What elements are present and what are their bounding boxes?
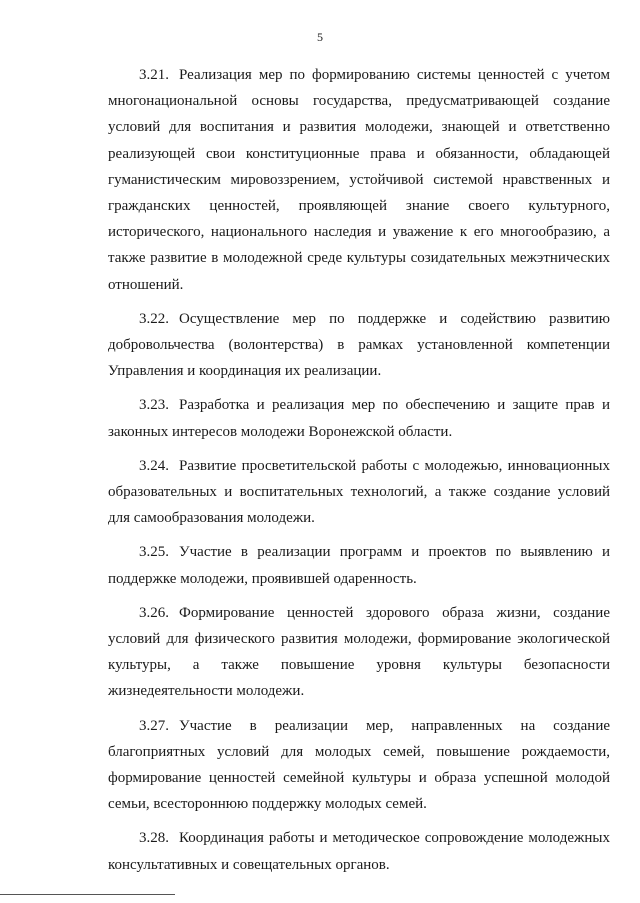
paragraph-number: 3.24. [139,457,169,474]
paragraph-3-26 [108,600,610,705]
footnote-divider [0,894,175,895]
document-body [108,62,610,886]
paragraph-number: 3.25. [139,544,169,561]
paragraph-number: 3.26. [139,604,169,621]
paragraph-text: Координация работы и методическое сопровождение молодежных консультативных и совещательных органов. [108,830,610,873]
paragraph-3-27 [108,713,610,818]
paragraph-3-21 [108,62,610,298]
paragraph-3-24 [108,453,610,532]
paragraph-text: Реализация мер по формированию системы ценностей с учетом многонациональной основы государства, предусматривающей создание условий для воспитания и развития молодежи, знающей и ответственно реализующей свои конституционные права и обязанности, обладающей гуманистическим мировоззрением, устойчивой системой нравственных и гражданских ценностей, проявляющей знание своего культурного, исторического, национального наследия и уважение к его многообразию, а также развитие в молодежной среде культуры созидательных межэтнических отношений. [108,67,610,293]
paragraph-number: 3.21. [139,67,169,83]
paragraph-number: 3.27. [139,717,169,734]
paragraph-text: Формирование ценностей здорового образа жизни, создание условий для физического развития молодежи, формирование экологической культуры, а также повышение уровня культуры безопасности жизнедеятельности молодежи. [108,604,610,700]
paragraph-3-28 [108,825,610,877]
paragraph-text: Участие в реализации программ и проектов по выявлению и поддержке молодежи, проявившей одаренность. [108,544,610,587]
paragraph-number: 3.28. [139,830,169,847]
paragraph-3-23 [108,392,610,444]
paragraph-number: 3.22. [139,310,169,327]
paragraph-3-22 [108,306,610,385]
paragraph-3-25 [108,539,610,591]
paragraph-text: Участие в реализации мер, направленных на создание благоприятных условий для молодых семей, повышение рождаемости, формирование ценностей семейной культуры и образа успешной молодой семьи, всестороннюю поддержку молодых семей. [108,717,610,813]
page-number: 5 [317,30,323,44]
paragraph-text: Развитие просветительской работы с молодежью, инновационных образовательных и воспитательных технологий, а также создание условий для самообразования молодежи. [108,457,610,527]
paragraph-text: Осуществление мер по поддержке и содействию развитию добровольчества (волонтерства) в рамках установленной компетенции Управления и координация их реализации. [108,310,610,380]
paragraph-text: Разработка и реализация мер по обеспечению и защите прав и законных интересов молодежи Воронежской области. [108,397,610,440]
paragraph-number: 3.23. [139,397,169,414]
